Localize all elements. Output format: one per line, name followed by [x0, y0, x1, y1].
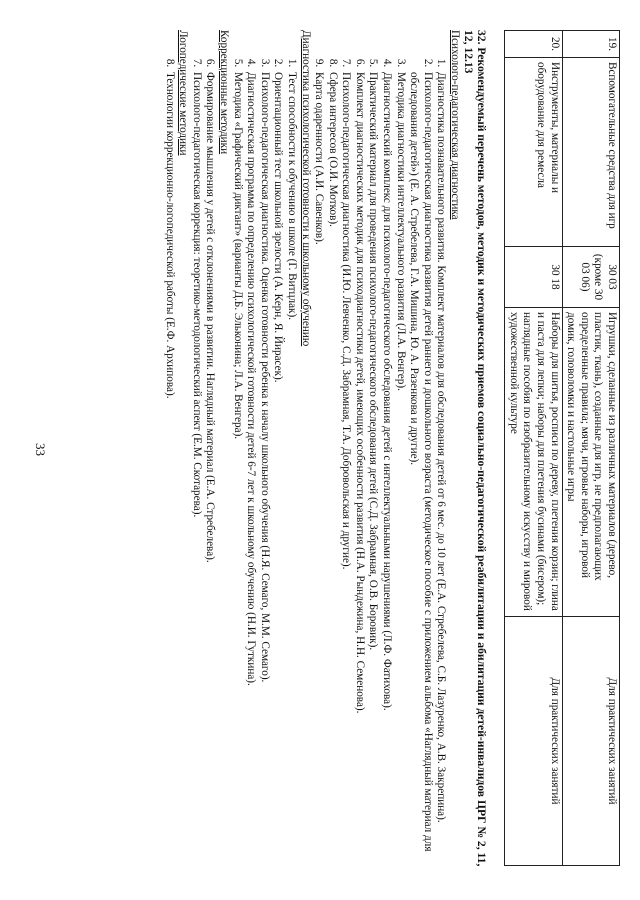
classification-code: 30 03 (кроме 30 03 06)	[562, 247, 619, 308]
list-item: 6. Комплект диагностических методик для психодиагностики детей, имеющих особенности развития (Н.А. Рындежина, Н.Н. Семенова).	[352, 70, 366, 870]
page-number: 33	[33, 443, 48, 456]
method-list	[162, 30, 176, 870]
list-item: 3. Методика диагностики интеллектуального развития (Л.А. Венгер).	[393, 70, 407, 870]
list-item: 4. Диагностический комплекс для психолого-педагогического обследования детей с интеллектуальными нарушениями (Л.Ф. Фатихова).	[380, 70, 394, 870]
list-item: 7. Психолого-педагогическая коррекция: теоретико-методологический аспект (Е.М. Скотарева).	[189, 70, 203, 870]
table-row	[562, 31, 619, 866]
equipment-table	[504, 30, 620, 866]
list-item: 5. Практический материал для проведения психолого-педагогического обследования детей (С.Д. Забрамная, О.В. Боровик).	[366, 70, 380, 870]
group-heading: Психолого-педагогическая диагностика	[449, 30, 462, 220]
method-list	[312, 30, 448, 870]
equipment-name: Вспомогательные средства для игр	[562, 58, 619, 247]
section-title: 32. Рекомендуемый перечень методов, методик и методических приемов социально-педагогической реабилитации и абилитации детей-инвалидов ЦРГ № 2, 11, 12, 12.13	[461, 30, 489, 867]
equipment-purpose: Для практических занятий	[505, 617, 562, 866]
table-row	[505, 31, 562, 866]
group-heading: Логопедические методики	[177, 30, 190, 156]
equipment-description: Игрушки, сделанные из различных материалов (дерево, пластик, ткань), созданные для игр, не предполагающих определенные правила; мячи, игровые наборы, игровой домик, головоломки и настольные игры	[562, 308, 619, 617]
row-number: 20.	[505, 31, 562, 58]
list-item: 6. Формирование мышления у детей с отклонениями в развитии. Наглядный материал (Е.А. Стребелева).	[203, 70, 217, 870]
group-heading: Коррекционные методики	[217, 30, 230, 155]
list-item: 1. Диагностика познавательного развития. Комплект материалов для обследования детей от 6 мес. до 10 лет (Е.А. Стребелева, С.Б. Лазуренко, А.В. Закрепина).	[434, 70, 448, 870]
list-item: 2. Ориентационный тест школьной зрелости (А. Керн, Я. Йирасек).	[271, 70, 285, 870]
list-item: 2. Психолого-педагогическая диагностика развития детей раннего и дошкольного возраста (методическое пособие с приложением альбома «Наглядный материал для обследования детей») (Е. А. Стребелева, Г.А. Мишина, Ю. А. Разенкова и другие).	[407, 70, 434, 870]
classification-code: 30 18	[505, 247, 562, 308]
list-item: 7. Психолого-педагогическая диагностика (И.Ю. Левченко, С.Д. Забрамная, Т.А. Добровольская и другие).	[339, 70, 353, 870]
list-item: 8. Сфера интересов (О.И. Мотков).	[325, 70, 339, 870]
equipment-purpose: Для практических занятий	[562, 617, 619, 866]
row-number: 19.	[562, 31, 619, 58]
list-item: 3. Психолого-педагогическая диагностика. Оценка готовности ребенка к началу школьного обучения (Н.Я. Семаго, М.М. Семаго).	[257, 70, 271, 870]
method-list	[189, 30, 216, 870]
list-item: 5. Методика «Графический диктант» (варианты Д.Б. Эльконина; Л.А. Венгера).	[230, 70, 244, 870]
rotated-page-content	[20, 30, 630, 870]
equipment-description: Наборы для шитья, росписи по дереву, плетения корзин; глина и паста для лепки; наборы для плетения бусинами (бисером); наглядные пособия по изобразительному искусству и мировой художественной культуре	[505, 308, 562, 617]
list-item: 9. Карта одаренности (А.И. Савенков).	[312, 70, 326, 870]
group-heading: Диагностика психологической готовности к школьному обучению	[299, 30, 312, 347]
method-list	[230, 30, 298, 870]
list-item: 4. Диагностическая программа по определению психологической готовности детей 6-7 лет к школьному обучению (Н.И. Гуткина).	[244, 70, 258, 870]
list-item: 1. Тест способности к обучению в школе (Г. Витцлак).	[284, 70, 298, 870]
equipment-name: Инструменты, материалы и оборудование для ремесла	[505, 58, 562, 247]
list-item: 8. Технологии коррекционно-логопедической работы (Е.Ф. Архипова).	[162, 70, 176, 870]
